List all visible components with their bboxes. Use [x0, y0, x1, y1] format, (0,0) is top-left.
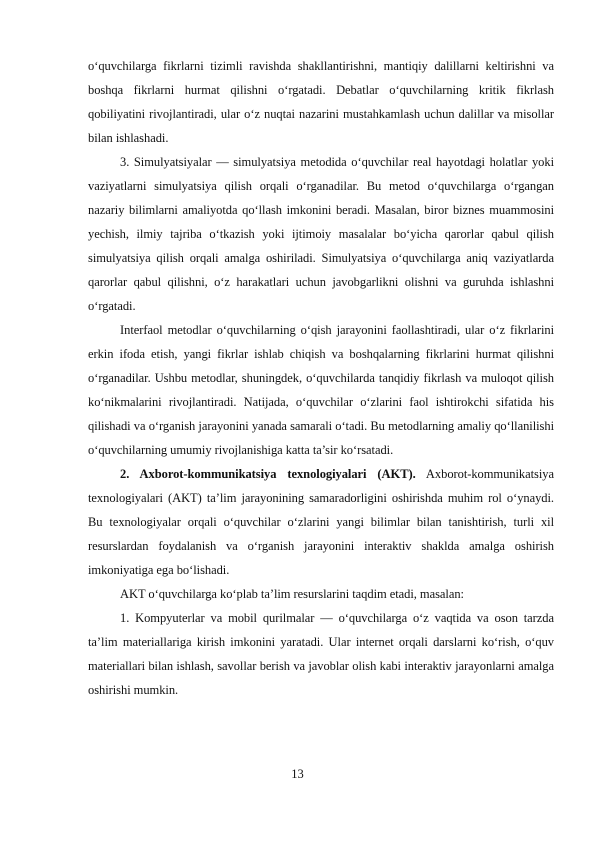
- paragraph-ict-intro: AKT o‘quvchilarga ko‘plab ta’lim resurslarini taqdim etadi, masalan:: [120, 587, 464, 601]
- section-heading-ict: 2. Axborot-kommunikatsiya texnologiyalari (AKT).: [120, 467, 416, 481]
- paragraph-interactive-methods: Interfaol metodlar o‘quvchilarning o‘qish jarayonini faollashtiradi, ular o‘z fikrlarini erkin ifoda etish, yangi fikrlar ishlab chiqish va boshqalarning fikrlarini hurmat qilishni o‘rganadilar. Ushbu metodlar, shuningdek, o‘quvchilarda tanqidiy fikrlash va muloqot qilish ko‘nikmalarini rivojlantiradi. Natijada, o‘quvchilar o‘zlarini faol ishtirokchi sifatida his qilishadi va o‘rganish jarayonini yanada samarali o‘tadi. Bu metodlarning amaliy qo‘llanilishi o‘quvchilarning umumiy rivojlanishiga katta ta’sir ko‘rsatadi.: [88, 323, 554, 457]
- page-number: 13: [291, 767, 304, 781]
- paragraph-ict: [88, 462, 554, 582]
- paragraph-debate-continuation: o‘quvchilarga fikrlarni tizimli ravishda shakllantirishni, mantiqiy dalillarni keltirishni va boshqa fikrlarni hurmat qilishni o‘rgatadi. Debatlar o‘quvchilarning kritik fikrlash qobiliyatini rivojlantiradi, ular o‘z nuqtai nazarini mustahkamlash uchun dalillar va misollar bilan ishlashadi.: [88, 59, 554, 145]
- section-text-ict: Axborot-kommunikatsiya texnologiyalari (AKT) ta’lim jarayonining samaradorligini oshirishda muhim rol o‘ynaydi. Bu texnologiyalar orqali o‘quvchilar o‘zlarini yangi bilimlar bilan tanishtirish, turli xil resurslardan foydalanish va o‘rganish jarayonini interaktiv shaklda amalga oshirish imkoniyatiga ega bo‘lishadi.: [88, 467, 554, 577]
- paragraph-simulations: 3. Simulyatsiyalar — simulyatsiya metodida o‘quvchilar real hayotdagi holatlar yoki vaziyatlarni simulyatsiya qilish orqali o‘rganadilar. Bu metod o‘quvchilarga o‘rgangan nazariy bilimlarni amaliyotda qo‘llash imkonini beradi. Masalan, biror biznes muammosini yechish, ilmiy tajriba o‘tkazish yoki ijtimoiy masalalar bo‘yicha qarorlar qabul qilish simulyatsiya qilish orqali amalga oshiriladi. Simulyatsiya o‘quvchilarga aniq vaziyatlarda qarorlar qabul qilishni, o‘z harakatlari uchun javobgarlikni olishni va guruhda ishlashni o‘rgatadi.: [88, 155, 554, 313]
- paragraph-ict-item-1: 1. Kompyuterlar va mobil qurilmalar — o‘quvchilarga o‘z vaqtida va oson tarzda ta’lim materiallariga kirish imkonini yaratadi. Ular internet orqali darslarni ko‘rish, o‘quv materiallari bilan ishlash, savollar berish va javoblar olish kabi interaktiv jarayonlarni amalga oshirishi mumkin.: [88, 611, 554, 697]
- body-text: [88, 54, 554, 702]
